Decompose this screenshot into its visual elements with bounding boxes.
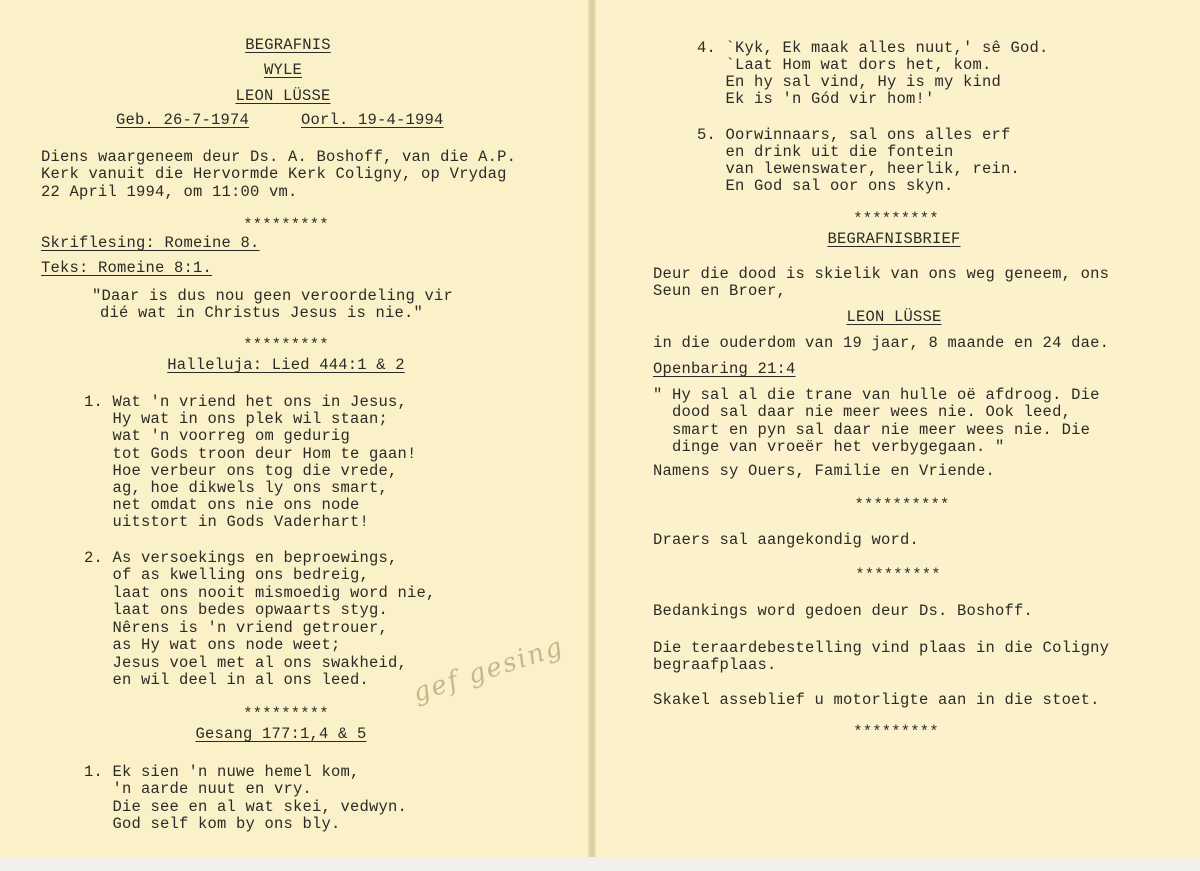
hymn1-v2-line: of as kwelling ons bedreig, [84,566,370,584]
hymn1-v1-line: 1. Wat 'n vriend het ons in Jesus, [84,393,408,411]
age-line: in die ouderdom van 19 jaar, 8 maande en 24 dae. [653,334,1110,352]
hymn2-v4-line: `Laat Hom wat dors het, kom. [697,56,992,74]
divider-stars: ********* [853,723,939,741]
letter-intro-line: Seun en Broer, [653,282,787,300]
burial-line: Die teraardebestelling vind plaas in die Coligny [653,639,1110,657]
quote-line-1: "Daar is dus nou geen veroordeling vir [92,287,454,305]
hymn2-v1-line: 'n aarde nuut en vry. [84,780,313,798]
hymn1-v1-line: Hoe verbeur ons tog die vrede, [84,462,398,480]
hymn1-v2-line: laat ons nooit mismoedig word nie, [84,584,436,602]
hymn2-v4-line: 4. `Kyk, Ek maak alles nuut,' sê God. [697,39,1049,57]
hymn1-v2-line: Nêrens is 'n vriend getrouer, [84,619,389,637]
thanks-line: Bedankings word gedoen deur Ds. Boshoff. [653,602,1034,620]
hymn2-v5-line: 5. Oorwinnaars, sal ons alles erf [697,126,1011,144]
hymn2-title: Gesang 177:1,4 & 5 [195,725,367,743]
scan-edge [0,857,1200,871]
sermon-text-ref: Teks: Romeine 8:1. [41,259,213,277]
hymn1-v2-line: Jesus voel met al ons swakheid, [84,654,408,672]
deceased-name: LEON LÜSSE [235,87,331,105]
hymn2-v5-line: En God sal oor ons skyn. [697,177,954,195]
divider-stars: ********* [855,566,941,584]
hymn1-v1-line: wat 'n voorreg om gedurig [84,427,351,445]
divider-stars: ********* [243,705,329,723]
hymn1-v2-line: laat ons bedes opwaarts styg. [84,601,389,619]
revelation-quote-line: dood sal daar nie meer wees nie. Ook leed, [653,403,1072,421]
quote-line-2: dié wat in Christus Jesus is nie." [100,304,424,322]
hymn1-v2-line: en wil deel in al ons leed. [84,671,370,689]
hymn2-v4-line: Ek is 'n Gód vir hom!' [697,90,935,108]
hymn1-title: Halleluja: Lied 444:1 & 2 [167,356,405,374]
wyle-label: WYLE [263,61,303,79]
hymn2-v1-line: Die see en al wat skei, vedwyn. [84,798,408,816]
deceased-name-right: LEON LÜSSE [846,308,942,326]
funeral-title: BEGRAFNIS [245,36,331,54]
hymn1-v1-line: tot Gods troon deur Hom te gaan! [84,445,417,463]
divider-stars: ********* [243,336,329,354]
scripture-reading: Skriflesing: Romeine 8. [41,234,260,252]
divider-stars: ********** [854,496,950,514]
hymn1-v1-line: Hy wat in ons plek wil staan; [84,410,389,428]
revelation-ref: Openbaring 21:4 [653,360,796,378]
hymn1-v1-line: uitstort in Gods Vaderhart! [84,513,370,531]
hymn1-v1-line: net omdat ons nie ons node [84,496,360,514]
death-date: Oorl. 19-4-1994 [301,111,444,129]
service-line-2: Kerk vanuit die Hervormde Kerk Coligny, op Vrydag [41,165,507,183]
hymn1-v1-line: ag, hoe dikwels ly ons smart, [84,479,389,497]
service-line-1: Diens waargeneem deur Ds. A. Boshoff, van die A.P. [41,148,517,166]
hymn2-v1-line: 1. Ek sien 'n nuwe hemel kom, [84,763,360,781]
hymn1-v2-line: 2. As versoekings en beproewings, [84,549,398,567]
service-line-3: 22 April 1994, om 11:00 vm. [41,183,298,201]
burial-line: begraafplaas. [653,656,777,674]
divider-stars: ********* [853,210,939,228]
hymn2-v5-line: en drink uit die fontein [697,143,954,161]
hymn1-v2-line: as Hy wat ons node weet; [84,636,341,654]
page-fold [588,0,596,871]
divider-stars: ********* [243,216,329,234]
letter-title: BEGRAFNISBRIEF [827,230,961,248]
revelation-quote-line: dinge van vroeër het verbygegaan. " [653,438,1005,456]
hymn2-v1-line: God self kom by ons bly. [84,815,341,833]
hymn2-v5-line: van lewenswater, heerlik, rein. [697,160,1021,178]
motorlights-line: Skakel asseblief u motorligte aan in die stoet. [653,691,1100,709]
revelation-quote-line: " Hy sal al die trane van hulle oë afdroog. Die [653,386,1100,404]
birth-date: Geb. 26-7-1974 [116,111,250,129]
hymn2-v4-line: En hy sal vind, Hy is my kind [697,73,1002,91]
family-line: Namens sy Ouers, Familie en Vriende. [653,462,996,480]
letter-intro-line: Deur die dood is skielik van ons weg geneem, ons [653,265,1110,283]
handwritten-note: gef gesing [409,631,568,709]
bearers-line: Draers sal aangekondig word. [653,531,920,549]
revelation-quote-line: smart en pyn sal daar nie meer wees nie. Die [653,421,1091,439]
